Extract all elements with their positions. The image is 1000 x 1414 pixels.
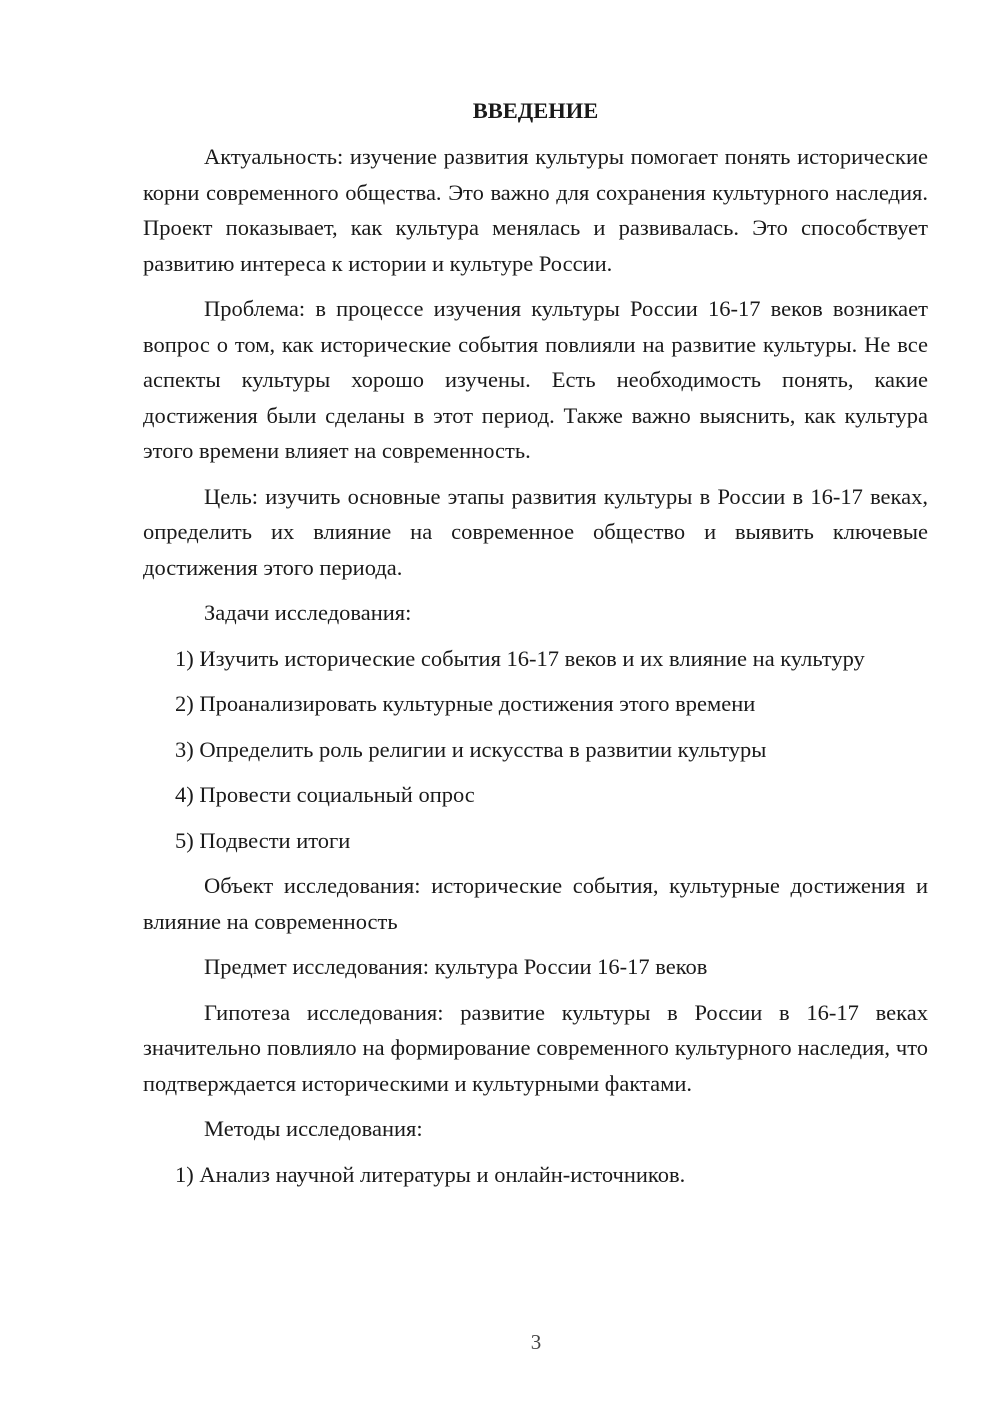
task-item: 3) Определить роль религии и искусства в развитии культуры — [175, 736, 767, 762]
task-item: 5) Подвести итоги — [175, 827, 351, 853]
document-page — [143, 96, 928, 1192]
tasks-heading: Задачи исследования: — [204, 600, 412, 625]
section-title: ВВЕДЕНИЕ — [472, 98, 599, 123]
method-item: 1) Анализ научной литературы и онлайн-источников. — [175, 1161, 686, 1187]
hypothesis-paragraph: Гипотеза исследования: развитие культуры в России в 16-17 веках значительно повлияло на формирование современного культурного наследия, что подтверждается историческими и культурными фактами. — [143, 999, 928, 1096]
object-paragraph: Объект исследования: исторические события, культурные достижения и влияние на современность — [143, 873, 928, 934]
problem-paragraph: Проблема: в процессе изучения культуры России 16-17 веков возникает вопрос о том, как исторические события повлияли на развитие культуры. Не все аспекты культуры хорошо изучены. Есть необходимость понять, какие достижения были сделаны в этот период. Также важно выяснить, как культура этого времени влияет на современность. — [143, 296, 928, 463]
subject-paragraph: Предмет исследования: культура России 16-17 веков — [204, 954, 708, 979]
page-number: 3 — [530, 1330, 542, 1354]
goal-paragraph: Цель: изучить основные этапы развития культуры в России в 16-17 веках, определить их влияние на современное общество и выявить ключевые достижения этого периода. — [143, 483, 928, 580]
task-item: 2) Проанализировать культурные достижения этого времени — [175, 691, 756, 716]
task-item: 4) Провести социальный опрос — [175, 782, 475, 807]
relevance-paragraph: Актуальность: изучение развития культуры помогает понять исторические корни современного общества. Это важно для сохранения культурного наследия. Проект показывает, как культура менялась и развивалась. Это способствует развитию интереса к истории и культуре России. — [143, 144, 928, 276]
methods-heading: Методы исследования: — [204, 1116, 423, 1141]
task-item: 1) Изучить исторические события 16-17 веков и их влияние на культуру — [175, 645, 865, 671]
